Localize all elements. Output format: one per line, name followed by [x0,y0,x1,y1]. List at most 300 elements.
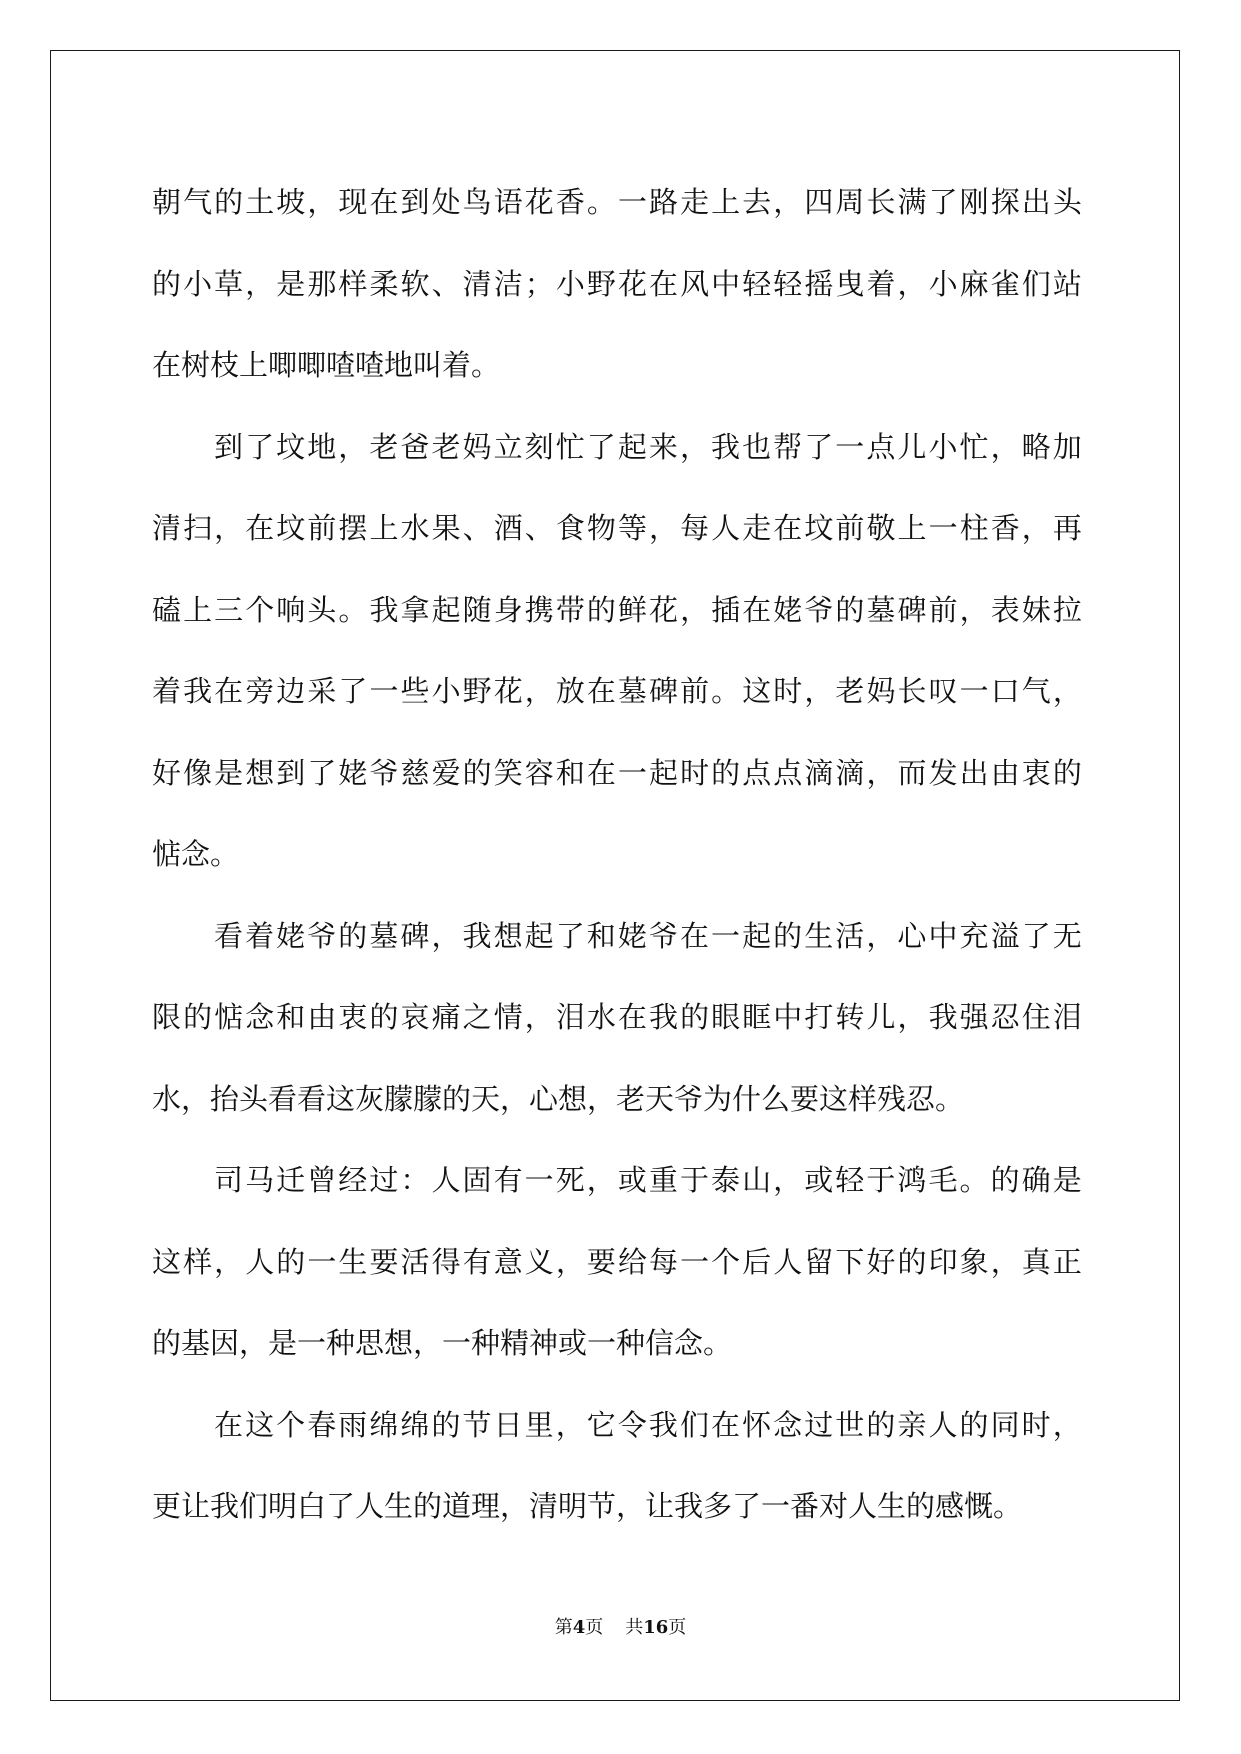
char: ， [1021,511,1051,545]
char: 走 [742,511,772,545]
char: 小 [928,266,958,301]
char: 鲜 [617,592,647,627]
char: 人 [711,511,741,545]
char: 充 [959,918,989,953]
text-line [152,814,1082,896]
char: 有 [462,1244,492,1279]
text-line [152,162,1082,244]
char: 的 [897,1244,927,1279]
char: 这 [742,674,772,708]
char: 随 [462,592,492,627]
char: 了 [245,429,275,464]
char: 令 [617,1407,647,1442]
char: 路 [649,185,679,219]
char: 容 [524,755,554,790]
char: 儿 [866,1000,896,1034]
char: 中 [773,1000,803,1034]
char: 泰 [711,1163,741,1197]
char: 爷 [369,755,399,790]
char: 叹 [928,674,958,708]
char: 我 [649,1000,679,1034]
char: 时 [773,674,803,708]
char: 得 [431,1244,461,1279]
char: ， [214,511,244,545]
char: 采 [307,674,337,708]
char: 雀 [990,266,1020,301]
char: ， [959,592,989,627]
char: 到 [276,755,306,790]
char: 酒 [493,511,523,545]
char: 每 [680,511,710,545]
char: 在 [617,1000,647,1034]
char: 的 [866,1407,896,1442]
char: 柱 [959,511,989,545]
char: 人 [773,1244,803,1279]
char: 中 [928,918,958,953]
char: 草 [214,266,244,301]
char: 妈 [866,674,896,708]
char: 满 [897,185,927,219]
char: 坟 [276,511,306,545]
char: 曾 [307,1163,337,1197]
char: 身 [493,592,523,627]
char: 走 [680,185,710,219]
char: 象 [959,1244,989,1279]
char: 到 [400,185,430,219]
char: 长 [897,674,927,708]
char: 住 [1021,1000,1051,1034]
char: 发 [928,755,958,790]
char: 确 [1021,1163,1051,1197]
char: 姥 [773,592,803,627]
char: 姥 [617,918,647,953]
char: 口 [990,674,1020,708]
char: 了 [307,755,337,790]
char: 亲 [897,1407,927,1442]
char: 一 [307,1244,337,1279]
char: 现 [338,185,368,219]
char: 一 [369,674,399,708]
char: 经 [338,1163,368,1197]
char: ； [524,266,554,301]
char: 老 [431,429,461,464]
char: 打 [804,1000,834,1034]
char: 忍 [990,1000,1020,1034]
char: 真 [1021,1244,1051,1279]
char: 痛 [431,1000,461,1034]
char: 。 [338,592,368,627]
char: 惦 [214,1000,244,1034]
char: 略 [1021,429,1051,464]
char: 点 [866,429,896,464]
char: 或 [804,1163,834,1197]
char: 的 [152,266,182,301]
char: ， [866,755,896,790]
char: 义 [524,1244,554,1279]
char: 刻 [524,429,554,464]
char: 雨 [338,1407,368,1442]
char: 小 [431,674,461,708]
text-line [152,1466,1082,1548]
char: 绵 [369,1407,399,1442]
char: 着 [245,918,275,953]
char: ， [431,918,461,953]
char: 泪 [1052,1000,1082,1034]
char: 上 [183,592,213,627]
char: 我 [648,1407,678,1442]
char: 想 [245,755,275,790]
text-line [152,407,1082,489]
char: 笑 [493,755,523,790]
char: 那 [307,266,337,301]
char: 活 [835,918,865,953]
char: 墓 [866,592,896,627]
char: 绵 [400,1407,430,1442]
char: 我 [462,918,492,953]
char: 起 [742,918,772,953]
char: 个 [245,592,275,627]
text-line [152,1385,1082,1467]
char: 点 [742,755,772,790]
char: 忙 [959,429,989,464]
char: 的 [586,592,616,627]
char: 语 [493,185,523,219]
char: 怀 [742,1407,772,1442]
char: ： [400,1163,430,1197]
char: 站 [1052,266,1082,301]
char: 世 [835,1407,865,1442]
char: 由 [307,1000,337,1034]
text-line [152,1303,1082,1385]
char: 重 [648,1163,678,1197]
char: 朝 [152,185,182,219]
char: ， [338,429,368,464]
char: 由 [990,755,1020,790]
page-current: 4 [572,1617,586,1638]
total-prefix: 共 [625,1617,644,1638]
char: 爷 [307,918,337,953]
char: 前 [680,674,710,708]
char: ， [866,918,896,953]
char: 前 [835,511,865,545]
char: 响 [276,592,306,627]
char: 风 [680,266,710,301]
char: 上 [711,185,741,219]
char: 滴 [804,755,834,790]
text-line [152,733,1082,815]
char: 个 [711,1244,741,1279]
char: 同 [990,1407,1020,1442]
line-text: 的基因，是一种思想，一种精神或一种信念。 [152,1326,733,1360]
char: 我 [369,592,399,627]
char: 了 [804,429,834,464]
char: 在 [649,266,679,301]
char: 中 [711,266,741,301]
char: 眶 [742,1000,772,1034]
char: 香 [555,185,585,219]
char: 固 [462,1163,492,1197]
char: 里 [524,1407,554,1442]
char: 过 [804,1407,834,1442]
char: ， [1052,674,1082,708]
char: 摆 [338,511,368,545]
char: 前 [928,592,958,627]
text-line [152,1059,1082,1141]
char: ， [990,429,1020,464]
char: 一 [959,674,989,708]
char: 花 [617,266,647,301]
char: 强 [959,1000,989,1034]
char: 气 [1021,674,1051,708]
char: 它 [586,1407,616,1442]
char: 姥 [338,755,368,790]
char: 香 [990,511,1020,545]
text-line [152,325,1082,407]
char: ， [773,1163,803,1197]
char: 迁 [276,1163,306,1197]
char: 拉 [1052,592,1082,627]
char: 柔 [369,266,399,301]
char: 妈 [462,429,492,464]
char: 想 [493,918,523,953]
char: 鸿 [897,1163,927,1197]
char: 衷 [1021,755,1051,790]
char: 鸟 [462,185,492,219]
total-suffix: 页 [668,1617,687,1638]
char: 留 [804,1244,834,1279]
char: 时 [1021,1407,1051,1442]
char: 的 [431,1407,461,1442]
char: 磕 [152,592,182,627]
char: ， [524,674,554,708]
char: 人 [928,1407,958,1442]
text-line [152,570,1082,652]
page-footer [0,1613,1241,1639]
char: 去 [742,185,772,219]
char: 坟 [804,511,834,545]
char: 爷 [648,918,678,953]
char: 野 [586,266,616,301]
char: 三 [214,592,244,627]
char: 节 [462,1407,492,1442]
char: 在 [773,511,803,545]
char: 是 [276,266,306,301]
char: 曳 [835,266,865,301]
char: 敬 [866,511,896,545]
char: 花 [493,674,523,708]
char: ， [649,511,679,545]
char: ， [307,185,337,219]
char: 碑 [897,592,927,627]
char: 花 [649,592,679,627]
text-line [152,896,1082,978]
char: 、 [431,266,461,301]
char: 的 [990,1163,1020,1197]
char: 摇 [804,266,834,301]
char: 于 [679,1163,709,1197]
char: 的 [773,918,803,953]
char: ， [555,1407,585,1442]
char: 溢 [990,918,1020,953]
char: 到 [214,429,244,464]
char: 、 [462,511,492,545]
char: 给 [617,1244,647,1279]
char: 在 [586,674,616,708]
char: 起 [649,755,679,790]
char: 或 [617,1163,647,1197]
char: 轻 [835,1163,865,1197]
char: 放 [555,674,585,708]
char: 山 [742,1163,772,1197]
char: 头 [1052,185,1082,219]
char: 扫 [183,511,213,545]
char: 出 [1021,185,1051,219]
text-line [152,488,1082,570]
char: 儿 [897,429,927,464]
text-line [152,651,1082,733]
char: 边 [276,674,306,708]
char: 四 [804,185,834,219]
char: 们 [1021,266,1051,301]
page-total: 16 [643,1617,669,1638]
char: 的 [214,185,244,219]
char: 果 [431,511,461,545]
char: 眼 [711,1000,741,1034]
char: 在 [711,1407,741,1442]
page-suffix: 页 [585,1617,604,1638]
char: 死 [555,1163,585,1197]
char: 旁 [245,674,275,708]
char: 水 [586,1000,616,1034]
char: 上 [369,511,399,545]
char: 在 [369,185,399,219]
char: 了 [555,918,585,953]
char: 意 [493,1244,523,1279]
char: 起 [524,918,554,953]
char: 衷 [338,1000,368,1034]
char: 洁 [493,266,523,301]
char: 食 [555,511,585,545]
char: 时 [680,755,710,790]
char: 了 [338,674,368,708]
char: ， [680,592,710,627]
char: 等 [617,511,647,545]
char: 在 [214,1407,244,1442]
char: 一 [711,918,741,953]
char: 了 [1021,918,1051,953]
char: 要 [369,1244,399,1279]
char: 气 [183,185,213,219]
char: 和 [276,1000,306,1034]
char: 花 [524,185,554,219]
char: 在 [245,511,275,545]
char: 上 [897,511,927,545]
text-line [152,977,1082,1059]
char: 的 [835,592,865,627]
char: 长 [866,185,896,219]
char: 刚 [959,185,989,219]
char: 正 [1052,1244,1082,1279]
char: 爱 [431,755,461,790]
char: 野 [462,674,492,708]
char: 毛 [928,1163,958,1197]
char: 。 [586,185,616,219]
char: 一 [928,511,958,545]
line-text: 更让我们明白了人生的道理，清明节，让我多了一番对人生的感慨。 [152,1489,1023,1523]
char: 一 [680,1244,710,1279]
text-line [152,244,1082,326]
char: 起 [617,429,647,464]
char: 马 [245,1163,275,1197]
char: 我 [183,674,213,708]
char: 的 [338,918,368,953]
char: 转 [835,1000,865,1034]
char: 了 [586,429,616,464]
char: 带 [555,592,585,627]
char: 要 [586,1244,616,1279]
char: 是 [214,755,244,790]
char: 一 [835,429,865,464]
char: 和 [555,755,585,790]
char: 和 [586,918,616,953]
char: 而 [897,755,927,790]
char: 爸 [400,429,430,464]
char: ， [214,1244,244,1279]
char: ， [555,1244,585,1279]
char: 样 [183,1244,213,1279]
char: 过 [369,1163,399,1197]
char: ， [1052,1407,1082,1442]
char: 拿 [400,592,430,627]
char: 看 [214,918,244,953]
char: 些 [400,674,430,708]
char: 心 [897,918,927,953]
char: 一 [524,1163,554,1197]
char: ， [897,266,927,301]
char: 起 [431,592,461,627]
char: 前 [307,511,337,545]
char: 老 [369,429,399,464]
char: 的 [959,1407,989,1442]
char: 表 [990,592,1020,627]
char: 周 [835,185,865,219]
char: 印 [928,1244,958,1279]
char: 生 [338,1244,368,1279]
char: 也 [742,429,772,464]
char: 念 [245,1000,275,1034]
char: 帮 [773,429,803,464]
char: 爷 [804,592,834,627]
line-text: 在树枝上唧唧喳喳地叫着。 [152,348,501,382]
char: 个 [276,1407,306,1442]
char: 在 [214,674,244,708]
char: 司 [214,1163,244,1197]
char: 小 [183,266,213,301]
char: 限 [152,1000,182,1034]
char: ， [773,185,803,219]
char: 老 [835,674,865,708]
char: 是 [1052,1163,1082,1197]
char: 姥 [276,918,306,953]
char: 滴 [835,755,865,790]
char: 像 [183,755,213,790]
char: 在 [679,918,709,953]
char: 慈 [400,755,430,790]
char: 念 [773,1407,803,1442]
char: 探 [990,185,1020,219]
char: ， [586,1163,616,1197]
char: 活 [400,1244,430,1279]
